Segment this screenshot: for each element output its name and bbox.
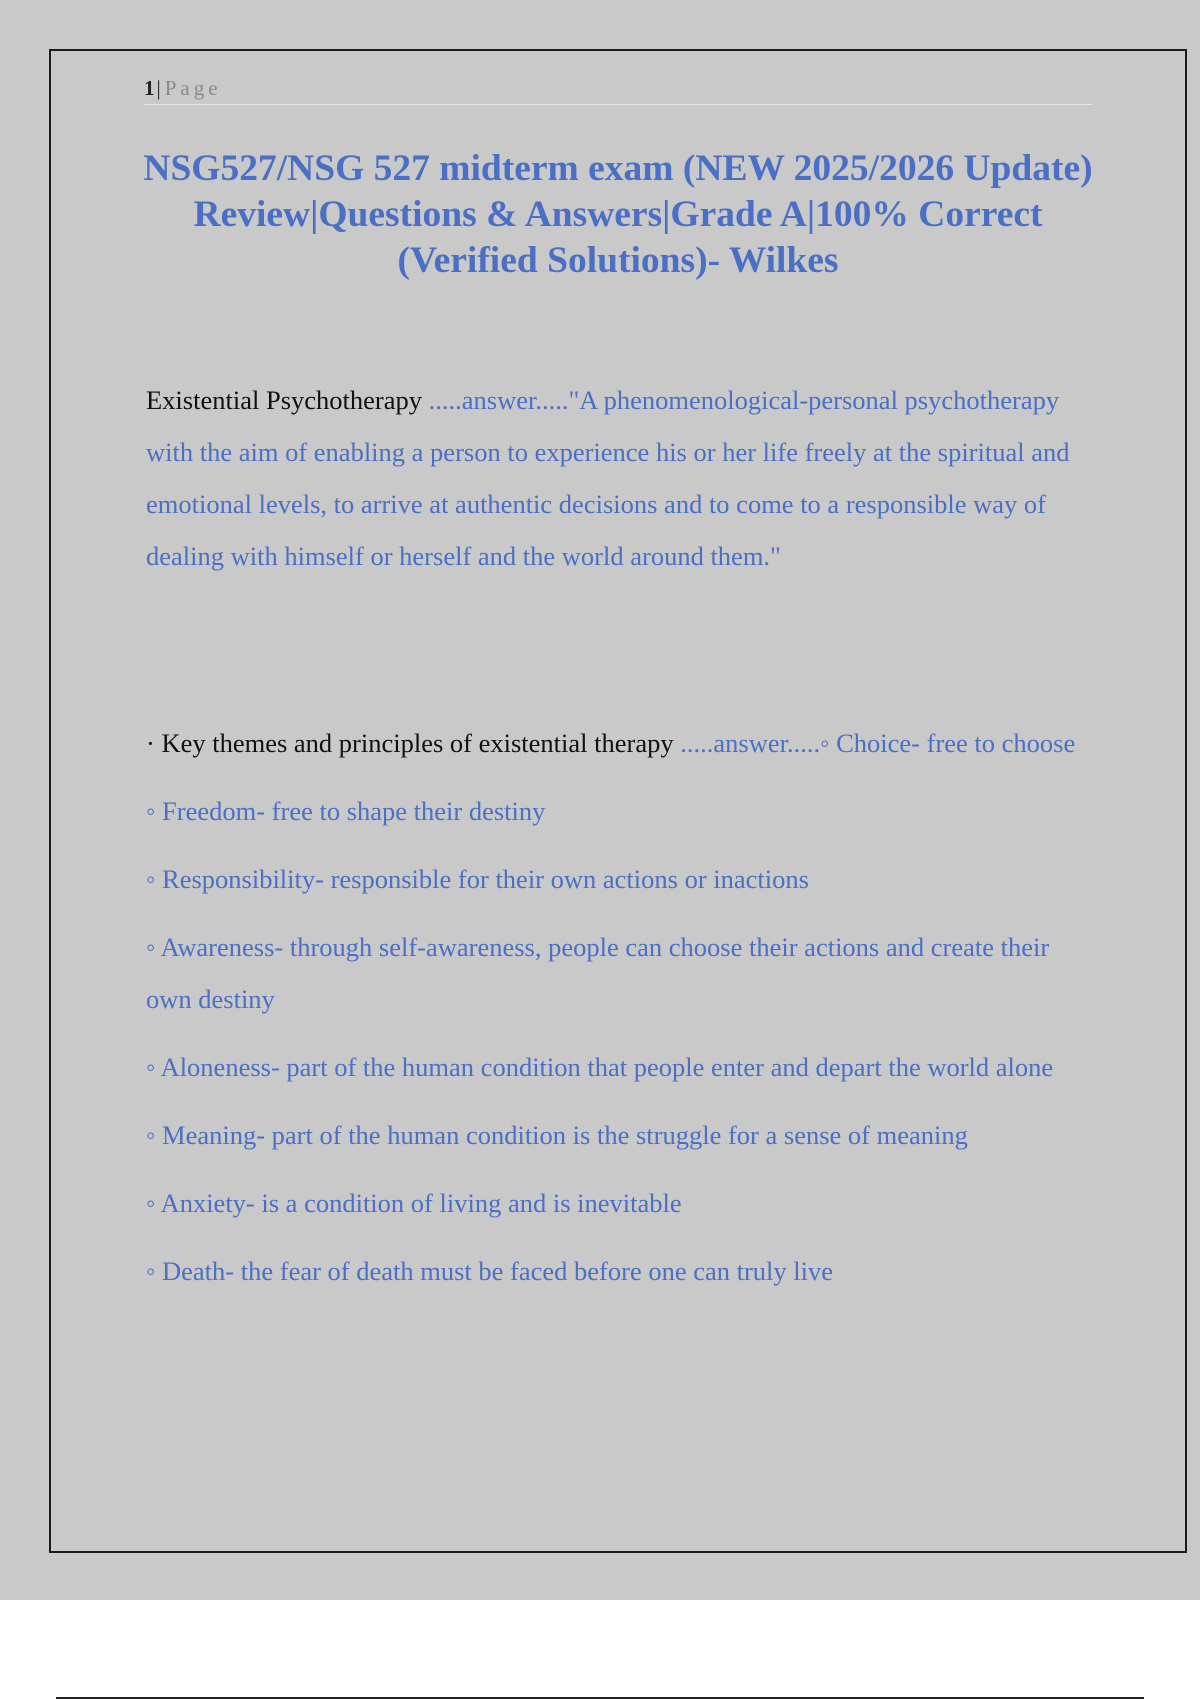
list-item-awareness: ◦ Awareness- through self-awareness, people can choose their actions and create their own destiny xyxy=(146,932,1050,1014)
page-header-separator: | xyxy=(156,76,161,100)
qa-lead-paragraph xyxy=(146,717,1096,769)
list-item-meaning: ◦ Meaning- part of the human condition is the struggle for a sense of meaning xyxy=(146,1120,968,1150)
document-title: NSG527/NSG 527 midterm exam (NEW 2025/2026 Update) Review|Questions & Answers|Grade A|100% Correct (Verified Solutions)- Wilkes xyxy=(143,148,1093,281)
footer-rule xyxy=(56,1697,1144,1699)
list-item-responsibility: ◦ Responsibility- responsible for their own actions or inactions xyxy=(146,864,809,894)
answer-text: .....answer....."A phenomenological-personal psychotherapy with the aim of enabling a person to experience his or her life freely at the spiritual and emotional levels, to arrive at authentic decisions and to come to a responsible way of dealing with himself or herself and the world around them." xyxy=(146,385,1070,571)
list-item-freedom: ◦ Freedom- free to shape their destiny xyxy=(146,796,546,826)
qa-block-existential-psychotherapy xyxy=(146,374,1096,582)
page-header xyxy=(144,74,1092,105)
answer-text: .....answer.....◦ Choice- free to choose xyxy=(673,728,1076,758)
question-text: Existential Psychotherapy xyxy=(146,385,422,415)
list-item-anxiety: ◦ Anxiety- is a condition of living and is inevitable xyxy=(146,1188,682,1218)
list-item-death: ◦ Death- the fear of death must be faced before one can truly live xyxy=(146,1256,834,1286)
list-item-aloneness: ◦ Aloneness- part of the human condition that people enter and depart the world alone xyxy=(146,1052,1054,1082)
page-label: Page xyxy=(164,76,222,100)
qa-block-key-themes xyxy=(146,717,1096,1297)
page-number: 1 xyxy=(144,76,155,100)
question-text: · Key themes and principles of existential therapy xyxy=(146,728,674,758)
